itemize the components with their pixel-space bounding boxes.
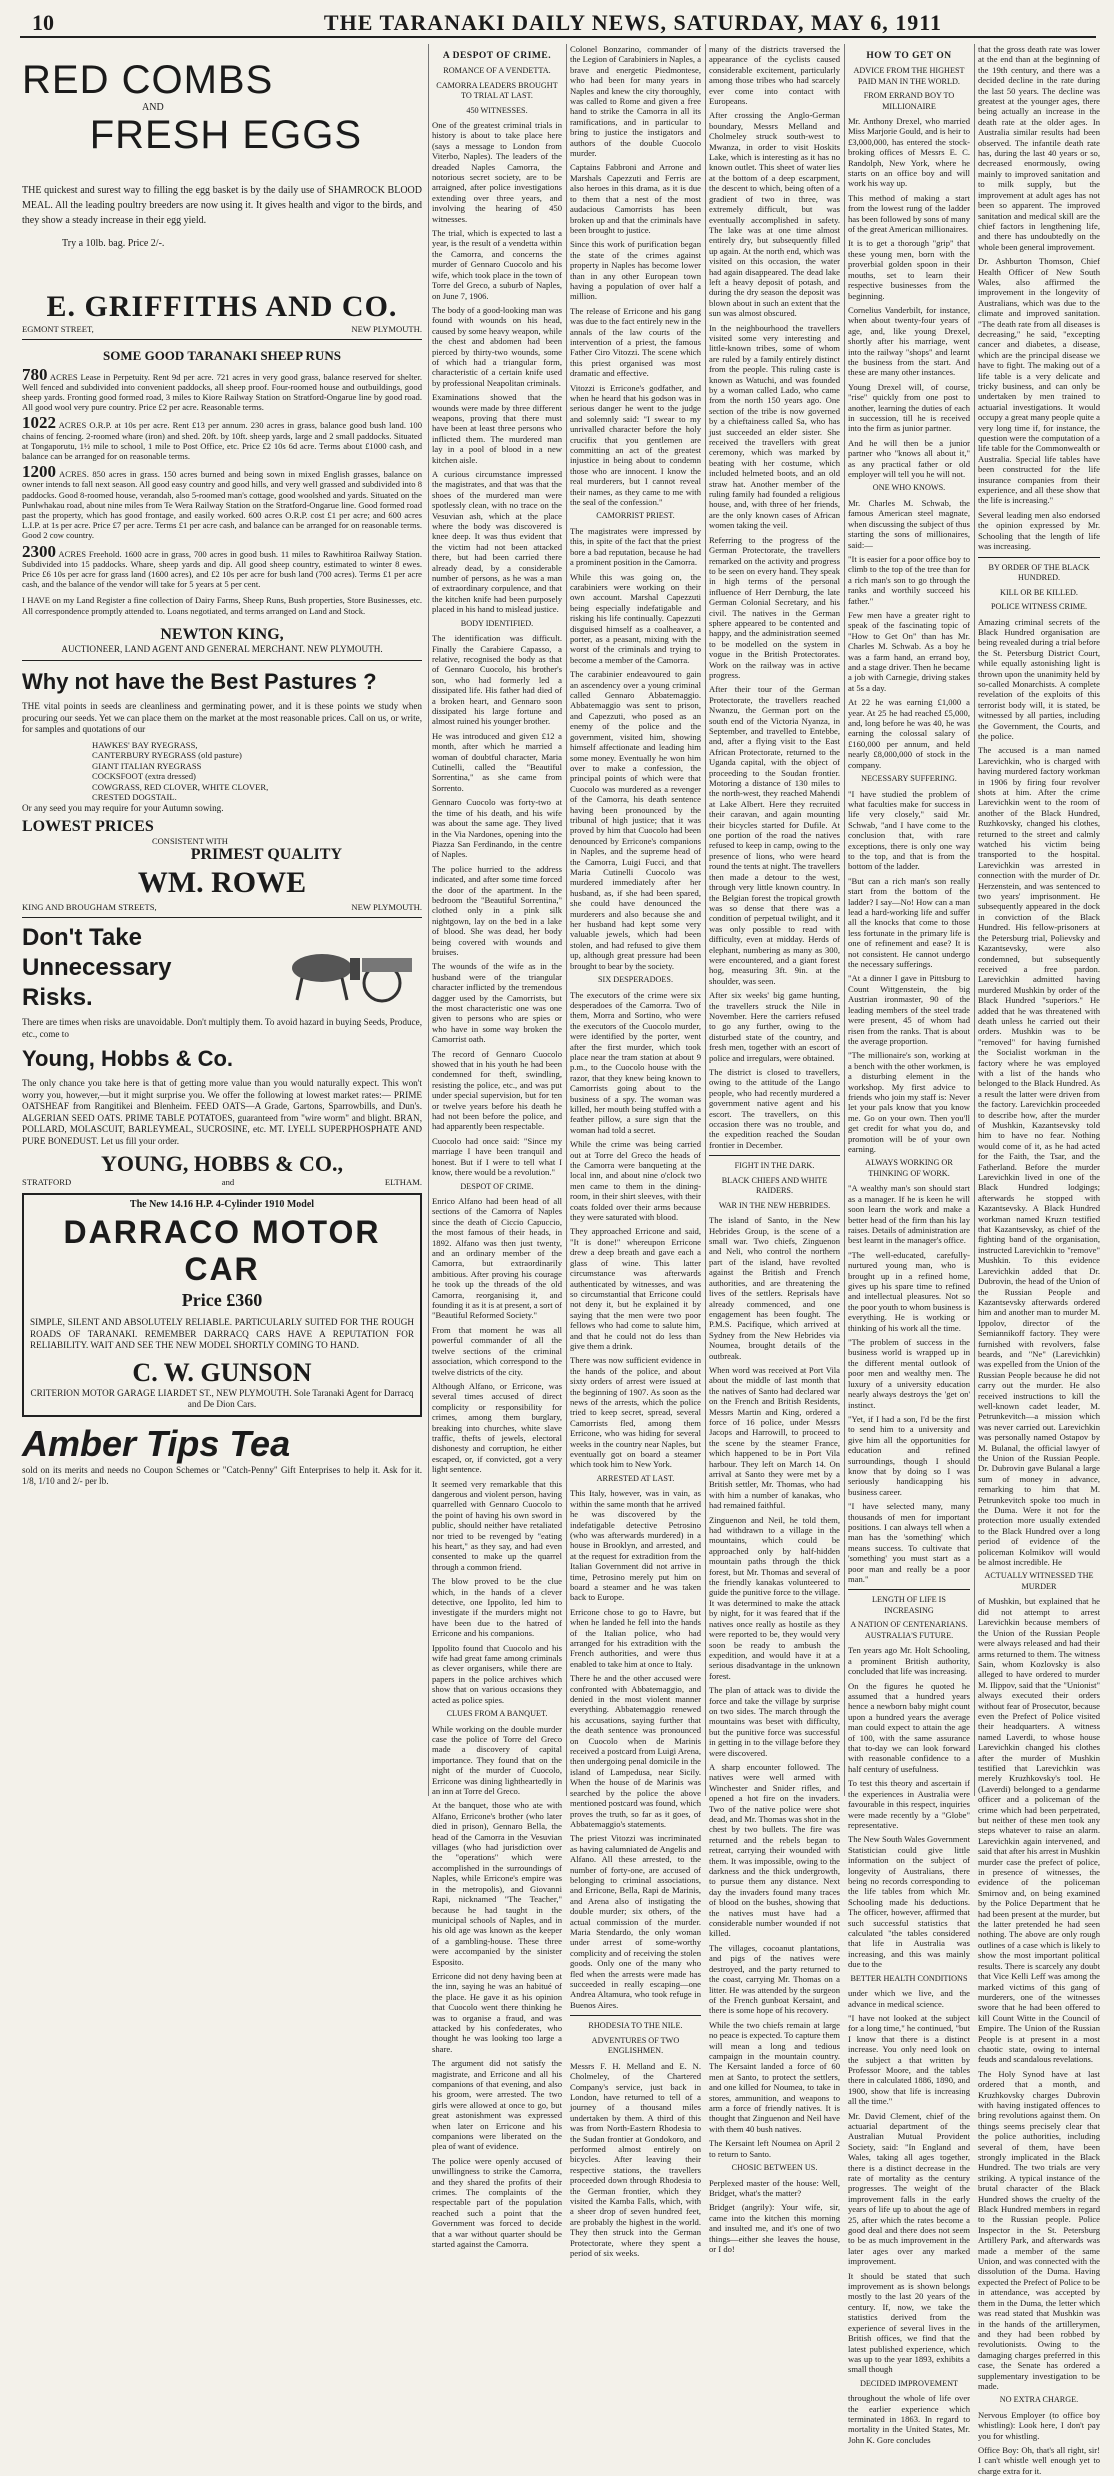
- paragraph: After their tour of the German Protectorate, the travellers reached Nwanzu, the German port on the south end of the Victoria Nyanza, in September, and travelled to Entebbe, and, after a flying visit to the East African Protectorate, returned to the Uganda capital, with the object of proceeding to the Soudan frontier. Motoring a distance of 130 miles to the north-west, they reached Mahendi at Lake Albert. Here they recruited their caravan, and again mounting their bicycles started for Dufile. At one portion of the road the natives refused to keep in camp, owing to the presence of lions, who were heard round the tents at night. The travellers then made a detour to the west, through very little known country. In the Belgian forest the tropical growth was so dense that there was a condition of perpetual twilight, and it was only possible to read with difficulty, even at midday. Herds of elephant, numbering as many as 300, were encountered, and a giant forest hog, measuring 3ft. 9in. at the shoulder, was seen.: [709, 684, 840, 986]
- amber-tips-headline: Amber Tips Tea: [22, 1422, 291, 1464]
- and-label: AND: [142, 102, 164, 113]
- paragraph: Captains Fabbroni and Arrone and Marshals Capezzuti and Ferris are also heroes in this drama, as it is due to them that a nest of the most audacious Camorrists has been broken up and that the criminals have been brought to justice.: [570, 162, 701, 235]
- paragraph: A curious circumstance impressed the magistrates, and that was that the shoes of the murdered man were spotlessly clean, with no trace on the Vesuvian ash, which at the place where the body was discovered is knee deep. It was thus evident that the victim had not been attacked there, but had been carried there already dead, by a considerable number of persons, as he was a man of extraordinary corpulence, and that the kitchen knife had been purposely placed in his hand to mislead justice.: [432, 469, 562, 615]
- paragraph: "I have not looked at the subject for a long time," he continued, "but I know that there is a distinct increase. You only need look on the subject a that written by Professor Moore, and the tables there in calculated 1886, 1890, and 1900, show that life is increasing all the time.": [848, 2012, 970, 2107]
- column-2: [570, 44, 702, 2259]
- column-divider: [844, 44, 845, 1796]
- griffiths-street: EGMONT STREET,: [22, 323, 94, 334]
- section-heading: FIGHT IN THE DARK.: [734, 1161, 815, 1171]
- paragraph: In the neighbourhood the travellers visited some very interesting and little-known tribes, some of whom are ruled by a family entirely distinct from the people. This ruling caste is known as Watuchi, and was founded by a woman called Lado, who came from the north 150 years ago. One section of the tribe is now governed by a chieftainess called Sa, who has just succeeded an elder sister. She received the travellers with great ceremony, which was marked by beating with her costume, which included helmeted boots, and an old straw hat. Another member of the ruling family had founded a religious house, and, with three of her friends, are the only known cases of African women taking the veil.: [709, 322, 840, 531]
- farm-listing: [22, 413, 422, 461]
- paragraph: To test this theory and ascertain if the experiences in Australia were favourable in this respect, inquiries were made recently by a "Globe" representative.: [848, 1778, 970, 1830]
- section-heading: NO EXTRA CHARGE.: [999, 2395, 1079, 2405]
- seeds-tail: Or any seed you may require for your Autumn sowing.: [22, 802, 224, 813]
- darraco-text: SIMPLE, SILENT AND ABSOLUTELY RELIABLE. PARTICULARLY SUITED FOR THE ROUGH ROADS OF TARANAKI. REMEMBER DARRACQ CARS HAVE A REPUTATION FOR RELIABILITY. WAIT AND SEE THE NEW MODEL SHORTLY COMING TO HAND.: [30, 1317, 414, 1351]
- column-divider: [428, 44, 429, 1796]
- paragraph: The release of Erricone and his gang was due to the fact entirely new in the annals of the law courts of the intervention of a priest, the famous Father Ciro Vitozzi. The scene which this priest organised was most dramatic and effective.: [570, 305, 701, 379]
- paragraph: The executors of the crime were six desperadoes of the Camorra. Two of them, Morra and Sortino, who were the executors of the Cuocolo murder, were identified by the porter, went after the first murder, which took place near the tram station at about 9 p.m., to the Cuocolo house with the razor, that they knew being known to Camorrists going about to the business of a spy. The woman was killed, her mouth being stuffed with a feather pillow, a sure sign that the woman had told a secret.: [570, 989, 701, 1135]
- seed-item: GIANT ITALIAN RYEGRASS: [92, 760, 202, 771]
- section-heading: LENGTH OF LIFE IS INCREASING: [872, 1595, 946, 1615]
- paragraph: The wounds of the wife as in the husband were of the triangular character inflicted by the tremendous dagger used by the Camorrists, but the most characteristic one was one given to persons who are spies or who have in some way broken the Camorrist oath.: [432, 961, 562, 1045]
- paragraph: The plan of attack was to divide the force and take the village by surprise on two sides. The march through the mountains was beset with difficulty, but the punitive force was successful in getting in to the village before they were discovered.: [709, 1685, 840, 1758]
- red-combs-headline: RED COMBS: [22, 58, 274, 102]
- divider: [709, 1155, 840, 1156]
- paragraph: The trial, which is expected to last a year, is the result of a vendetta within the Camorra, and concerns the murder of Gennaro Cuocolo and his wife, which took place in the town of Torre del Greco, a suburb of Naples, on June 7, 1906.: [432, 228, 562, 301]
- paragraph: Messrs F. H. Melland and E. N. Cholmeley, of the Chartered Company's service, just back in London, have returned to tell of a journey of a thousand miles undertaken by them. A third of this was from North-Eastern Rhodesia to the Sudan frontier at Gondokoro, and performed almost entirely on bicycles. After leaving their respective stations, the travellers proceeded down through Rhodesia to the German frontier, which they visited the Kamba Falls, which, with a sheer drop of seven hundred feet, are probably the highest in the world. They then struck into the German Protectorate, where they spent a period of six weeks.: [570, 2060, 701, 2259]
- try-bag-text: Try a 10lb. bag. Price 2/-.: [62, 238, 165, 249]
- paragraph: Cuocolo had once said: "Since my marriage I have been tranquil and honest. But if I were to tell what I know, there would be a revolution.": [432, 1135, 562, 1178]
- paragraph: "Yet, if I had a son, I'd be the first to send him to a university and give him all the opportunities for education and refined surroundings, though I should know that by doing so I was seriously handicapping his business career.: [848, 1413, 970, 1497]
- farm-text: ACRES. 850 acres in grass. 150 acres burned and being sown in mixed English grasses, balance on owner intends to fall next season. All good easy country and good hills, and very well grassed and subdivided into 8 paddocks. Good 8-roomed house, verandah, also 5-roomed man's cottage, good woolshed and yards. Situated on the Punlwhakau road, about nine miles from Te Wera Railway Station on the Stratford-Ongarue line. Good formed road past the property, which has good frontage, and easily worked. 600 acres O.R.P. cost £1 per acre; and 600 acres L.I.P. at 1s per acre. Price £7 per acre. Terms £1 per acre cash, and balance can be arranged for on reasonable terms. Good 2 cow country.: [22, 469, 422, 541]
- column-divider: [974, 44, 975, 1796]
- section-heading: A NATION OF CENTENARIANS. AUSTRALIA'S FUTURE.: [850, 1620, 968, 1640]
- paragraph: Mr. David Clement, chief of the actuarial department of the Australian Mutual Provident Society, said: "In England and Wales, taking all ages together, there is a distinct decrease in the rate of mortality as the century progresses. The weight of the improvement falls in the early years of life up to about the age of 25, after which the rates become a good deal and there does not seem to be as much improvement in the later ages over any marked improvement.: [848, 2110, 970, 2267]
- griffiths-town: NEW PLYMOUTH.: [351, 323, 422, 334]
- paragraph: While the crime was being carried out at Torre del Greco the heads of the Camorra were banqueting at the local inn, and about nine o'clock two men came to them in the dining-room, in their shirt sleeves, with their coats folded over their arms because they were saturated with blood.: [570, 1139, 701, 1223]
- paragraph: Young Drexel will, of course, "rise" quickly from one post to another, learning the duties of each in succession, till he is received into the firm as junior partner.: [848, 381, 970, 434]
- farm-acres: 2300: [22, 541, 56, 561]
- rowe-address: [22, 902, 422, 912]
- darraco-headline: DARRACO MOTOR CAR: [63, 1214, 381, 1288]
- paragraph: There he and the other accused were confronted with Abbatemaggio, and denied in the most violent manner everything. Abbatemaggio renewed his accusations, saying further that the death sentence was pronounced on Cuocolo when de Marinis received a postcard from Luigi Arena, then undergoing penal domicile in the island of Lampedusa, near Sicily. When the house of de Marinis was searched by the police the above mentioned postcard was found, which proves the truth, so far as it goes, of Abbatemaggio's statements.: [570, 1673, 701, 1829]
- paragraph: They approached Erricone and said, "It is done!" whereupon Erricone drew a deep breath and gave each a glass of wine. This latter circumstance was afterwards authenticated by witnesses, and was so circumstantial that Erricone could not deny it, but he explained it by saying that the men were two poor fellows who had come to salute him, and that he could not do less than give them a drink.: [570, 1226, 701, 1351]
- dont-take-headline: Don't Take Unnecessary Risks.: [22, 924, 172, 1012]
- paragraph: The police hurried to the address indicated, and after some time forced the door of the apartment. In the bedroom the "Beautiful Sorrentina," clothed only in a pink silk nightgown, lay on the bed in a lake of blood. She was dead, her body being covered with wounds and bruises.: [432, 863, 562, 957]
- pastures-text: THE vital points in seeds are cleanliness and germinating power, and it is these points we study when procuring our seeds. Yet we can place them on the market at the most reasonable prices. Call on us, or write, for samples and quotations of our: [22, 701, 422, 735]
- paragraph: On the figures he quoted he assumed that a hundred years hence a newborn baby might count upon a hundred years the average man could expect to attain the age of 100, with the same assurance that to-day we can look forward with reasonable confidence to a half century of usefulness.: [848, 1680, 970, 1774]
- section-heading: BY ORDER OF THE BLACK HUNDRED.: [988, 562, 1090, 582]
- paragraph: The villages, cocoanut plantations, and pigs of the natives were destroyed, and the party returned to the coast, carrying Mr. Thomas on a litter. He was attended by the surgeon of the French gunboat Kersaint, and there is some hope of his recovery.: [709, 1942, 840, 2016]
- article-body: [709, 44, 840, 2254]
- paragraph: "But can a rich man's son really start from the bottom of the ladder? I say—No! How can a man lead a hard-working life and suffer all the knocks that come to those less fortunate in the primary life is one of refinement and ease? It is not consistent. He cannot undergo the necessary sufferings.: [848, 875, 970, 970]
- divider: [22, 917, 422, 918]
- paragraph: Ten years ago Mr. Holt Schooling, a prominent British authority, concluded that life was increasing.: [848, 1645, 970, 1677]
- paragraph: The record of Gennaro Cuocolo showed that in his youth he had been condemned for theft, swindling, resisting the police, etc., and was put under special supervision, but for ten or twelve years before his death he had not been before the police, and had apparently been respectable.: [432, 1048, 562, 1132]
- gunson-name: C. W. GUNSON: [132, 1357, 312, 1387]
- paragraph: "The problem of success in the business world is wrapped up in the different mental outlook of poor men and wealthy men. The luxury of a university education nearly always destroys the 'get on' instinct.: [848, 1337, 970, 1410]
- section-heading: CLUES FROM A BANQUET.: [446, 1709, 548, 1719]
- paragraph: Ippolito found that Cuocolo and his wife had great fame among criminals as clever organisers, while there are papers in the police archives which show that on various occasions they acted as police spies.: [432, 1642, 562, 1705]
- darraco-ad: [22, 1193, 422, 1417]
- seed-item: HAWKES' BAY RYEGRASS,: [92, 739, 198, 750]
- section-heading: NECESSARY SUFFERING.: [861, 774, 957, 784]
- griffiths-address: [22, 324, 422, 334]
- column-3: [709, 44, 841, 2254]
- paragraph: The police were openly accused of unwillingness to strike the Camorra, and they shared the profits of their crimes. The complaints of the respectable part of the population reached such a point that the Government was forced to decide that a war without quarter should be started against the Camorra.: [432, 2155, 562, 2250]
- paragraph: that the gross death rate was lower at the end than at the beginning of the 19th century, and there was a decided decline in the rate during the last 50 years. The decline was greatest at the younger ages, there being actually an increase in the death rate at the older ages. In Australia similar results had been observed. The infantile death rate has, during the last 40 years or so, decreased enormously, owing mainly to improved sanitation and to milk supply, but the improvement at adult ages has not been so apparent. The improved sanitation and medical skill are the chief factors in lengthening life, and there has undoubtedly on the whole been general improvement.: [978, 44, 1100, 252]
- advertisements-column: [22, 44, 422, 1796]
- stratford: STRATFORD: [22, 1177, 72, 1188]
- and-label: and: [221, 1177, 235, 1188]
- article-heading: HOW TO GET ON: [866, 51, 952, 61]
- paragraph: "At a dinner I gave in Pittsburg to Count Wittgenstein, the big Austrian ironmaster, 90 of the leading members of the steel trade were present, 45 of whom had risen from the ranks. That is about the average proportion.: [848, 973, 970, 1046]
- paragraph: Although Alfano, or Erricone, was several times accused of direct complicity or responsibility for crimes, among them burglary, breaking into churches, white slave traffic, thefts of jewels, electoral dishonesty and corruption, he either escaped, or, if convicted, got a very light sentence.: [432, 1380, 562, 1475]
- paragraph: Cornelius Vanderbilt, for instance, when about twenty-four years of age, and, like young Drexel, shortly after his marriage, went into the railway "shops" and learnt the business from the start. And these are many other instances.: [848, 304, 970, 378]
- consistent-with: CONSISTENT WITH: [152, 836, 228, 847]
- paragraph: It seemed very remarkable that this dangerous and violent person, having quarrelled with Gennaro Cuocolo to the point of having his own sword in public, should neither have retaliated nor tried to be revenged by "eating his heart," as they say, and had even consented to make up the quarrel through a common friend.: [432, 1478, 562, 1572]
- farm-acres: 1200: [22, 462, 56, 482]
- dont-take-block: [22, 923, 422, 1013]
- paragraph: One of the greatest criminal trials in history is about to take place here (says a message to London from Viterbo, Naples). The leaders of the dreaded Naples Camorra, the notorious secret society, are to be arraigned, after police investigations extending over three years, and involving the hearing of 450 witnesses.: [432, 120, 562, 224]
- paragraph: The accused is a man named Larevichkin, who is charged with having murdered factory workman in 1906 by firing four revolver shots at him. After the crime Larevichkin went to the room of another of the Black Hundred, Ruzhkovsky, changed his clothes, returned to the street and calmly watched his victim being transported to the hospital. Larevichkin was arrested in connection with the murder of Dr. Herzenstein, and was sentenced to two years' imprisonment. He subsequently appeared in the dock in conviction of the Black Hundred. His fellow-prisoners at the Petersburg trial, Polievsky and Kazantsevsky, were also condemned, but subsequently received a free pardon. Larevichkin admitted having murdered Mushkin by order of the Black Hundred "superiors." He added that he was threatened with death unless he carried out their orders. Mushkin was to be "removed" for having furnished the Socialist workman in the factory where he was employed with a list of the hands who belonged to the Black Hundred. As a result the latter were driven from the factory. Larevichkin proceeded to describe how, after the murder of Mushkin, Kazantsevsky told him to have no fear. Nothing would come of it, as he had acted for the Faith, the Tsar, and the Fatherland. Before the murder Larevichkin lived in one of the Black Hundred lodgings; afterwards he stopped with Kazantsevsky. A Black Hundred workman named Kruzn testified that Kazantsevsky, as chief of the fighting band of the organisation, instructed Larevichkin to "remove" Mushkin. To this evidence Larevichkin added that Dr. Dubrovin, the head of the Union of the Russian People and Kazantsevsky afterwards ordered him and another man to murder M. Ippolov, director of the Semiannikoff factory. They were furnished with revolvers, false beards, and "Ne" (Larevichkin) was expelled from the Union of the Russian People because he did not carry out the murder. He also received instructions to kill the well-known cadet leader, M. Petrunkevitch—a mission which was never carried out. Larevichkin was personally named Ostapov by M. Bulanal, the official lawyer of the Union of the Russian People. Dr. Dubrovin gave Bulanal a large sum of money in advance, remarking to him that M. Petrunkevitch spoke too much in the Duma. Were it not for the protection more usually extended to the Black Hundred over a long period of evidence of the policeman Kolmikov will would be almost incredible. He: [978, 745, 1100, 1568]
- paragraph: Erricone did not deny having been at the inn, saying he was an habitué of the place. He gave it as his opinion that Cuocolo went there thinking he was to organise a fraud, and was attacked by his confederates, who thought he was looking too large a share.: [432, 1970, 562, 2054]
- paragraph: While the two chiefs remain at large no peace is expected. To capture them will mean a long and tedious campaign in the mountain country. The Kersaint landed a force of 60 men at Santo, to protect the settlers, and one killed for Noumea, to take in stores, ammunition, and weapons to arm a force of friendly natives. It is thought that Zinguenon and Neil have with them 40 bush natives.: [709, 2019, 840, 2134]
- paragraph: "I have studied the problem of what faculties make for success in life very closely," said Mr. Schwab, "and I have come to the conclusion that, with rare exceptions, there is only one way to the top, and that is from the bottom of the ladder.: [848, 788, 970, 872]
- paragraph: Perplexed master of the house: Well, Bridget, what's the matter?: [709, 2177, 840, 2198]
- section-heading: DECIDED IMPROVEMENT: [859, 2378, 959, 2388]
- paragraph: When word was received at Port Vila about the middle of last month that the natives of Santo had declared war on the French and British Residents, Messrs Martin and King, ordered a force of 16 police, under Messrs Jacops and Harrowill, to proceed to the scene by the steamer France, which happened to be in Port Vila harbour. They left on March 14. On arrival at Santo they were met by a British settler, Mr. Thomas, who had with him a number of kanakas, who had remained faithful.: [709, 1364, 840, 1511]
- section-heading: ACTUALLY WITNESSED THE MURDER: [984, 1571, 1094, 1591]
- paragraph: "The millionaire's son, working at a bench with the other workmen, is a disturbing element in the workshop. My first advice to friends who join my staff is: Never let your pals know that you know me. Go on your own. Then you'll get credit for what you do, and promotion will be of your own earning.: [848, 1050, 970, 1154]
- paragraph: A sharp encounter followed. The natives were well armed with Winchester and Snider rifles, and opened a hot fire on the invaders. Two of the native police were shot dead, and Mr. Thomas was shot in the chest by two bullets. The fire was returned and the rebels began to retreat, carrying their wounded with them. It was impossible, owing to the darkness and the thick undergrowth, to pursue them any distance. Next day the invaders found many traces of blood on the bushes, showing that the natives must have had a considerable number wounded if not killed.: [709, 1761, 840, 1939]
- paragraph: Gennaro Cuocolo was forty-two at the time of his death, and his wife was about the same age. They lived in the Via Nardones, opening into the Piazza San Ferdinando, in the centre of Naples.: [432, 797, 562, 860]
- paragraph: of Mushkin, but explained that he did not attempt to arrest Larevichkin because members of the Union of the Russian People were always released and had their arms returned to them. The witness Sain, whom Kozlovsky is also alleged to have ordered to murder M. Ilippov, said that the "Unionist" always executed their orders without fear of Prosecutor, because even the Prefect of Police visited their headquarters. A witness named Laverdi, to whose house Larevichkin changed his clothes after the murder of Mushkin testified that Larevichkin was merely Kruzhkovsky's tool. He (Laverdi) belonged to a gendarme officer and a policeman of the crime which had been perpetrated, but neither of these men took any steps whatever to raise an alarm. Larevichkin again intervened, and said that after his arrest in Mushkin murder case the prefect of police, in presence of witnesses, the evidence of the policeman Smirnov and, on being examined by the Police Department that he had been present at the murder, but the latter pretended he had seen nothing. The above are only rough outlines of a case which is likely to show the most important political results. There is scarcely any doubt that Vice Kelli Leff was among the marked victims of this gang of murderers, one of the witnesses swore that he had been offered to kill Count Witte in the Council of Empire. The Union of the Russian People is at present in a most chaotic state, owing to internal feuds and scandalous revelations.: [978, 1596, 1100, 2065]
- newspaper-title: THE TARANAKI DAILY NEWS, SATURDAY, MAY 6, 1911: [323, 10, 943, 35]
- section-heading: POLICE WITNESS CRIME.: [990, 602, 1088, 611]
- paragraph: This method of making a start from the lowest rung of the ladder has been followed by sons of many of the great American millionaires.: [848, 192, 970, 235]
- paragraph: Several leading men also endorsed the opinion expressed by Mr. Schooling that the length of life was increasing.: [978, 509, 1100, 552]
- young-hobbs-towns: [22, 1177, 422, 1187]
- paragraph: The island of Santo, in the New Hebrides Group, is the scene of a small war. Two chiefs, Zinguenon and Neli, who control the northern part of the island, have revolted against the British and French authorities, and are threatening the lives of the settlers. Reprisals have already commenced, and one engagement has been fought. The P.M.S. Pacifique, which arrived at Sydney from the New Hebrides via Noumea, brought details of the outbreak.: [709, 1215, 840, 1361]
- paragraph: many of the districts traversed the appearance of the cyclists caused considerable excitement, particularly among those tribes who had scarcely ever come into contact with Europeans.: [709, 44, 840, 107]
- paragraph: It is to get a thorough "grip" that these young men, born with the proverbial golden spoon in their mouths, set to learn their respective businesses from the beginning.: [848, 238, 970, 301]
- section-heading: KILL OR BE KILLED.: [1000, 587, 1078, 597]
- farm-text: ACRES Lease in Perpetuity. Rent 9d per acre. 721 acres in very good grass, balance reserved for shelter. Well fenced and subdivided into convenient paddocks, all sheep proof. Four-roomed house and outbuildings, good sheep yards. Fronting good formed road, 3 miles to Kiore Railway Station on Stratford-Ongarue line by good road. All good wool very pure country. Price £2 per acre. Reasonable terms.: [22, 371, 422, 413]
- newton-king-name: NEWTON KING,: [160, 625, 284, 643]
- shamrock-text: THE quickest and surest way to filling the egg basket is by the daily use of SHAMROCK BLOOD MEAL. All the leading poultry breeders are now using it. It gives health and vigor to the birds, and they show a steady increase in their egg yield.: [22, 185, 422, 226]
- farm-listing: [22, 541, 422, 590]
- section-heading: BETTER HEALTH CONDITIONS: [850, 1973, 968, 1983]
- divider: [978, 557, 1100, 558]
- article-subheading: FROM ERRAND BOY TO MILLIONAIRE: [863, 91, 955, 111]
- article-body: [432, 120, 562, 2250]
- paragraph: After crossing the Anglo-German boundary, Messrs Melland and Cholmeley struck south-west to Mwanza, in order to visit Hoskits Lake, which is interesting as it has no known outlet. This sheet of water lies at the bottom of a deep escarpment, the descent to which, being often of a gradient of two in three, was extremely difficult, but was eventually accomplished in safety. The lake was at one time almost entirely dry, but subsequently filled up again. At the north end, which was visited on this occasion, the water had again disappeared. The dead lake left a heavy deposit of potash, and during the dry season the deposit was blown about in such an extent that the sun was almost obscured.: [709, 110, 840, 319]
- farm-text: ACRES Freehold. 1600 acre in grass, 700 acres in good bush. 11 miles to Rawhitiroa Railway Station. Subdivided into 15 paddocks. Whare, sheep yards and dip. All good sheep country, estimated to winter 8 ewes. Price £6 10s per acre for grass land (1600 acres), and £2 10s per acre for bush land (700 acres). Terms £1 per acre cash, and the balance of the vendor will take for 5 years at 5 per cent.: [22, 548, 422, 590]
- section-heading: ONE WHO KNOWS.: [872, 483, 946, 493]
- rowe-street: KING AND BROUGHAM STREETS,: [22, 902, 157, 913]
- article-subheading: 450 WITNESSES.: [466, 105, 528, 115]
- paragraph: Dr. Ashburton Thomson, Chief Health Officer of New South Wales, also affirmed the improvement in the longevity of Australians, which was due to the climate and improved sanitation. "The death rate from all diseases is decreasing," he said, "excepting cancer and diabetes, a disease, which are the principal disease we have to fight. The making out of a life table is a very delicate and tricky business, and can only be undertaken by men trained to actuarial investigations. It would occupy a great many people quite a very long time if, for instance, the question were the computation of a life table for the Commonwealth or Australia. Special life tables have been constructed for the life insurance companies from their experience, and all these show that the life is increasing.": [978, 256, 1100, 506]
- paragraph: Since this work of purification began the state of the crimes against property in Naples has become lower than in any other European town having a population of over half a million.: [570, 239, 701, 302]
- paragraph: While working on the double murder case the police of Torre del Greco made a discovery of capital importance. They found that on the night of the murder of Cuocolo, Erricone was dining lightheartedly in an inn at Torre del Greco.: [432, 1723, 562, 1797]
- article-body: [570, 44, 701, 2258]
- eltham: ELTHAM.: [384, 1177, 422, 1188]
- divider: [570, 2015, 701, 2016]
- paragraph: The Holy Synod have at last ordered that a month, and Kruzhkovsky charges Dubrovin with having instigated offences to bring revolutions against them. On things seems precisely clear that the police authorities, including several of them, have been strongly implicated in the Black Hundred. The two trials are very striking. A typical instance of the brutal character of the Black Hundred shows the cruelty of the Black Hundred members in regard to the Russian people. Police Inspector in the St. Petersburg Artillery Park, and afterwards was made a member of the same Union, and was connected with the dissolution of the Duma. Having expected the Prefect of Police to be in attendance, was accepted by them in the Duma, the letter which was read stated that Mushkin was in the hands of the artillerymen, and they had been robbed by revolutionists. Owing to the damaging charges preferred in this case, the Senate has ordered a supplementary investigation to be made.: [978, 2068, 1100, 2391]
- section-heading: RHODESIA TO THE NILE.: [588, 2021, 683, 2031]
- wm-rowe-name: WM. ROWE: [137, 866, 307, 900]
- column-divider: [566, 44, 567, 1796]
- darraco-price: Price £360: [181, 1290, 263, 1311]
- paragraph: The magistrates were impressed by this, in spite of the fact that the priest bore a bad reputation, because he had a prominent position in the Camorra.: [570, 525, 701, 568]
- paragraph: Mr. Anthony Drexel, who married Miss Marjorie Gould, and is heir to £3,000,000, has entered the stock-broking offices of Messrs E. C. Randolph, New York, where he starts on an office boy and will work his way up.: [848, 116, 970, 189]
- paragraph: And he will then be a junior partner who "knows all about it," as any practical father or old employer will tell you he will not.: [848, 437, 970, 479]
- seed-item: CANTERBURY RYEGRASS (old pasture): [92, 750, 242, 761]
- section-heading: ALWAYS WORKING OR THINKING OF WORK.: [865, 1158, 953, 1178]
- horse-cart-illustration: [272, 928, 422, 1008]
- gunson-subtitle: CRITERION MOTOR GARAGE LIARDET ST., NEW PLYMOUTH. Sole Taranaki Agent for Darracq and De Dion Cars.: [30, 1387, 414, 1410]
- paragraph: Zinguenon and Neil, he told them, had withdrawn to a village in the mountains, which could be approached only by half-hidden mountain paths through the thick forest, but Mr. Thomas and several of the friendly kanakas volunteered to guide the punitive force to the village. It was determined to make the attack by night, for it was feared that if the natives once really as hostile as they were reported to be, they would very soon be ready to ambush the expedition, and would have it at a serious disadvantage in the unknown forest.: [709, 1514, 841, 1681]
- paragraph: Bridget (angrily): Your wife, sir, came into the kitchen this morning and insulted me, and it's one of two things—either she leaves the house, or I do!: [709, 2202, 840, 2254]
- section-heading: SIX DESPERADOES.: [597, 975, 674, 985]
- paragraph: The argument did not satisfy the magistrate, and Erricone and all his companions of that evening, and also his groom, were arrested. The two girls were allowed at once to go, but great astonishment was expressed when later on Erricone and his companions were liberated on the plea of want of evidence.: [432, 2058, 562, 2152]
- section-heading: BODY IDENTIFIED.: [460, 618, 534, 628]
- paragraph: under which we live, and the advance in medical science.: [848, 1988, 970, 2009]
- article-body: [978, 44, 1100, 2476]
- article-subheading: ROMANCE OF A VENDETTA.: [443, 66, 551, 75]
- page-number: 10: [32, 10, 54, 35]
- paragraph: The Kersaint left Noumea on April 2 to return to Santo.: [709, 2138, 840, 2159]
- paragraph: The identification was difficult. Finally the Carabiere Capasso, a relative, recognised the body as that of Gennaro Cuocolo, his brother's son, who had formerly led a dissipated life. His father had died of a broken heart, and Gennaro soon dissipated his large fortune and almost ruined his younger brother.: [432, 633, 562, 727]
- young-hobbs-name-2: YOUNG, HOBBS & CO.,: [100, 1151, 344, 1177]
- paragraph: After six weeks' big game hunting, the travellers struck the Nile in November. Here the carriers refused to go any further, owing to the disturbed state of the country, and fresh men, together with an escort of police and irregulars, were obtained.: [709, 990, 840, 1063]
- seed-list: [92, 740, 422, 803]
- masthead: [20, 4, 1096, 38]
- section-heading: DESPOT OF CRIME.: [460, 1181, 534, 1191]
- newton-king-subtitle: AUCTIONEER, LAND AGENT AND GENERAL MERCHANT. NEW PLYMOUTH.: [61, 643, 383, 654]
- paragraph: Referring to the progress of the German Protectorate, the travellers remarked on the activity and progress to be seen on every hand. They speak in high terms of the personal influence of Herr Dernburg, the late German Colonial Secretary, and his civil. The natives in the German sphere appeared to be contented and happy, and the administration seemed to be modelled on the system in vogue in the British Protectorates. Work on the railway was in active progress.: [709, 534, 840, 680]
- article-subheading: CAMORRA LEADERS BROUGHT TO TRIAL AT LAST.: [436, 80, 558, 100]
- land-register-text: I HAVE on my Land Register a fine collection of Dairy Farms, Sheep Runs, Bush properties, Store Businesses, etc. All correspondence promptly attended to. Loans negotiated, and terms arranged on Land and Stock.: [22, 595, 422, 616]
- article-heading: A DESPOT OF CRIME.: [442, 51, 552, 61]
- column-1: [432, 44, 562, 2250]
- farm-listing: [22, 462, 422, 541]
- divider: [848, 1589, 970, 1590]
- paragraph: Mr. Charles M. Schwab, the famous American steel magnate, when discussing the subject of thus starting the sons of millionaires, said:—: [848, 497, 970, 550]
- paragraph: "I have selected many, many thousands of men for important positions. I can always tell when a man has the 'something' which means success. To cultivate that 'something' you must start as a poor man and really be a poor man.": [848, 1501, 970, 1584]
- paragraph: Few men have a greater right to speak of the fascinating topic of "How to Get On" than has Mr. Charles M. Schwab. As a boy he was a farm hand, an errand boy, and a stage driver. Then he became a job with Carnegie, driving stakes at 5s a day.: [848, 609, 970, 693]
- seed-item: CRESTED DOGSTAIL.: [92, 792, 177, 803]
- paragraph: The body of a good-looking man was found with wounds on his head, caused by some heavy weapon, while the chest and abdomen had been pierced by thirty-two wounds, some of which had a triangular form, characteristic of a certain knife used by professional Neapolitan criminals.: [432, 304, 562, 388]
- sheep-runs-title: SOME GOOD TARANAKI SHEEP RUNS: [103, 347, 341, 363]
- paragraph: The blow proved to be the clue which, in the hands of a clever detective, one Ippolito, led him to investigate if the murders might not have been due to the hatred of Erricone and his companions.: [432, 1576, 562, 1639]
- paragraph: There was now sufficient evidence in the hands of the police, and about sixty orders of arrest were issued at the beginning of 1907. As soon as the news of the arrests, which the police tried to keep secret, spread, several Camorrists fled, among them Erricone, who was hiding for several weeks in the country near Naples, but eventually got on board a steamer which took him to New York.: [570, 1355, 701, 1470]
- paragraph: "The well-educated, carefully-nurtured young man, who is brought up in a refined home, gives up his spare time to refined and intellectual pleasures. Not so the poor youth to whom business is everything. He is working or thinking of his work all the time.: [848, 1249, 970, 1333]
- column-divider: [705, 44, 706, 1796]
- paragraph: At 22 he was earning £1,000 a year. At 25 he had reached £5,000, and, long before he was 40, he was earning the colossal salary of £160,000 per annum, and held nearly £8,000,000 of stock in the company.: [848, 697, 970, 770]
- paragraph: At the banquet, those who ate with Alfano, Erricone's brother (who later died in prison), Gennaro Bella, the head of the Camorra in the Vesuvian villages (who had jurisdiction over the "operations" which were accomplished in the surroundings of Naples, while Erricone's empire was in the metropolis), and Giovanni Rapi, nicknamed "The Teacher," because he had taught in the municipal schools of Naples, and in his old age was known as the keeper of a gambling-house. These three were accompanied by the sinister Esposito.: [432, 1800, 562, 1967]
- fresh-eggs-headline: FRESH EGGS: [89, 113, 362, 157]
- seed-item: COCKSFOOT (extra dressed): [92, 771, 196, 782]
- pastures-headline: Why not have the Best Pastures ?: [22, 669, 377, 695]
- paragraph: The district is closed to travellers, owing to the attitude of the Lango people, who had recently murdered a government native agent and his escort. The travellers, on this occasion there was no trouble, and the expedition reached the Soudan frontier in December.: [709, 1067, 840, 1150]
- divider: [22, 660, 422, 661]
- paragraph: Enrico Alfano had been head of all sections of the Camorra of Naples since the death of Ciccio Capuccio, the most famous of their heads, in 1892. Alfano was then just twenty, and an ordinary member of the Camorra, but extraordinarily ambitious. After proving his courage he took up the threads of the old Camorra, reorganising it, and founding it as it is at present, a sort of "Beautiful Reformed Society.": [432, 1196, 562, 1321]
- paragraph: "It is easier for a poor office boy to climb to the top of the tree than for a rich man's son to go through the ranks and worthily succeed his father.": [848, 553, 970, 606]
- paragraph: Vitozzi is Erricone's godfather, and when he heard that his godson was in serious danger he went to the judge and solemnly said: "I swear to my unrivalled character before the holy crucifix that you gentlemen are committing an act of the greatest injustice in being about to condemn those who are innocent. I know the real murderers, but I cannot reveal their names, as they came to me with the seal of the confession.": [570, 382, 701, 508]
- farm-acres: 1022: [22, 413, 56, 433]
- section-heading: WAR IN THE NEW HEBRIDES.: [718, 1200, 831, 1210]
- primest-quality: PRIMEST QUALITY: [190, 846, 342, 864]
- paragraph: The New South Wales Government Statistician could give little information on the subject of longevity of Australians, there being no records corresponding to the life tables from which Mr. Schooling made his deductions. The officer, however, affirmed that such successful statistics that calculated "the tables considered that life in Australia was increasing, and this was mainly due to the: [848, 1834, 970, 1970]
- griffiths-name: E. GRIFFITHS AND CO.: [46, 289, 398, 323]
- paragraph: From that moment he was all powerful commander of all the twelve sections of the criminal association, which correspond to the twelve districts of the city.: [432, 1324, 562, 1377]
- farm-text: ACRES O.R.P. at 10s per acre. Rent £13 per annum. 230 acres in grass, balance good bush land. 100 chains of fencing. 2-roomed whare (iron) and shed. 20ft. by 10ft. sheep yards, large and 2 small paddocks. Situated at Tongaporutu, 1½ mile to school, 1 mile to Post Office, etc. Price £2 10s 6d acre. Terms about £1000 cash, and balance can be arranged for on reasonable terms.: [22, 420, 422, 461]
- farm-listing: [22, 364, 422, 413]
- section-heading: CAMORRIST PRIEST.: [596, 511, 675, 521]
- article-subheading: ADVICE FROM THE HIGHEST PAID MAN IN THE WORLD.: [853, 66, 965, 86]
- paragraph: Examinations showed that the wounds were made by three different weapons, proving that there must have been at least three persons who inflicted them. The murdered man lay in a pool of blood in a new kitchen aisle.: [432, 392, 562, 465]
- young-hobbs-text: The only chance you take here is that of getting more value than you would naturally expect. This won't worry you, however,—but it might surprise you. We offer the following at lowest market rates:— PRIME OATSHEAF from Rangitikei and Blenheim. FEED OATS—A Grade, Gartons, Sparrowbills, and Dun's. ALGERIAN SEED OATS. PRIME TABLE POTATOES, guaranteed from "wire worm" and blight. BRAN, POLLARD, MOLASCUIT, BARLEYMEAL, SUCROSINE, etc. MT. LYELL SUPERPHOSPHATE AND PURE BONEDUST. Let us fill your order.: [22, 1078, 422, 1146]
- divider: [22, 339, 422, 340]
- paragraph: Amazing criminal secrets of the Black Hundred organisation are being revealed during a trial before the St. Petersburg District Court, while equally astonishing light is thrown upon the unanimity held by so-called Monarchists. A complete revelation of the exploits of this terrorist body will, it is stated, be witnessed by all parties, including the Government, the Courts, and the police.: [978, 616, 1100, 741]
- paragraph: The carabinier endeavoured to gain an ascendency over a young criminal called Gennaro Abbatemaggio. Abbatemaggio was sent to prison, and Capezzuti, who posed as an enemy of the police and the government, visited him, showing himself affectionate and leading him some money. Eventually he won him over to make a confession, the principal points of which were that Cuocolo was murdered as a revenger of the Camorra, his death sentence having been pronounced by the tribunal of high justice; that it was proved by him that Cuocolo had been denounced by Erricone's companions in Naples, and the supreme head of the Camorra, Luigi Fucci, and that Maria Cutinelli Cuocolo was murdered immediately after her husband, as, if she had been spared, she could have denounced the murderers and also because she and her husband had kept some very valuable jewels, which had been stolen, and had refused to give them up, although great pressure had been brought to bear by the society.: [570, 669, 701, 971]
- darraco-model: The New 14.16 H.P. 4-Cylinder 1910 Model: [129, 1199, 315, 1211]
- section-heading: ARRESTED AT LAST.: [596, 1473, 675, 1483]
- paragraph: Erricone chose to go to Havre, but when he landed he fell into the hands of the Italian police, who had arranged for his extradition with the French authorities, and were thus enabled to take him at once to Italy.: [570, 1606, 701, 1669]
- column-5: [978, 44, 1100, 2476]
- column-4: [848, 44, 970, 2445]
- paragraph: Nervous Employer (to office boy whistling): Look here, I don't pay you for whistling.: [978, 2409, 1100, 2441]
- section-heading: CHOSIC BETWEEN US.: [731, 2163, 818, 2172]
- young-hobbs-name: Young, Hobbs & Co.: [22, 1046, 234, 1072]
- dont-take-text: There are times when risks are unavoidable. Don't multiply them. To avoid hazard in buying Seeds, Produce, etc., come to: [22, 1017, 422, 1039]
- paragraph: throughout the whole of life over the earlier experience which terminated in 1863. In regard to mortality in the United States, Mr. John K. Gore concludes: [848, 2393, 970, 2445]
- paragraph: Colonel Bonzarino, commander of the Legion of Carabiniers in Naples, a brave and energetic Piedmontese, who had been for many years in Naples and knew the city thoroughly, was called to Rome and given a free hand to strike the Camorra in all its ramifications, and in particular to bring to justice the instigators and authors of the double Cuocolo murder.: [570, 44, 702, 159]
- amber-tips-text: sold on its merits and needs no Coupon Schemes or "Catch-Penny" Gift Enterprises to help it. Ask for it. 1/8, 1/10 and 2/- per lb.: [22, 1464, 422, 1487]
- article-body: [848, 116, 970, 2445]
- farm-acres: 780: [22, 364, 48, 384]
- rowe-town: NEW PLYMOUTH.: [351, 902, 422, 913]
- paragraph: While this was going on, the carabiniers were working on their own account. Marshal Capezzuti being especially indefatigable and risking his life continually. Capezzuti disguised himself as a coalheaver, a porter, as a peasant, mixing with the worst of the criminals and trying to become a member of the Camorra.: [570, 571, 701, 665]
- paragraph: It should be stated that such improvement as is shown belongs mostly to the last 20 years of the century. If, now, we take the statistics derived from the experience of several lives in the British offices, we find that the latest published experience, which was up to the year 1893, exhibits a small though: [848, 2270, 970, 2375]
- paragraph: This Italy, however, was in vain, as within the same month that he arrived he was discovered by the indefatigable detective Petrosino (who was afterwards murdered) in a house in Brooklyn, and arrested, and at the request for extradition from the Italian Government did not arrive in time, Petrosino merely put him on board a steamer and he was taken back to Europe.: [570, 1488, 701, 1603]
- seed-item: COWGRASS, RED CLOVER, WHITE CLOVER,: [92, 781, 269, 792]
- section-heading: BLACK CHIEFS AND WHITE RAIDERS.: [721, 1175, 828, 1196]
- lowest-prices: LOWEST PRICES: [22, 818, 154, 836]
- section-heading: ADVENTURES OF TWO ENGLISHMEN.: [591, 2035, 680, 2056]
- paragraph: "A wealthy man's son should start as a manager. If he is keen he will soon learn the work and make a better head of the firm than his lay raises. Details of administration are best learnt in the manager's office.: [848, 1183, 970, 1246]
- paragraph: Office Boy: Oh, that's all right, sir! I can't whistle well enough yet to charge extra for it.: [978, 2445, 1100, 2476]
- paragraph: The priest Vitozzi was incriminated as having calumniated de Angelis and Alfano. All these arrested, to the number of forty-one, are accused of belonging to criminal associations, and Erricone, Bella, Rapi de Marinis, and Arena also of instigating the double murder; six others, of the actual commission of the murder. Maria Stendardo, the only woman under arrest of some-worthy complicity and of receiving the stolen goods. Only one of the many who fled when the arrests were made has succeeded in really escaping—one Andrea Altamura, who took refuge in Buenos Aires.: [570, 1833, 701, 2010]
- paragraph: He was introduced and given £12 a month, after which he married a woman of doubtful character, Maria Cutinelli, called the "Beautiful Sorrentina," as she came from Sorrento.: [432, 730, 562, 793]
